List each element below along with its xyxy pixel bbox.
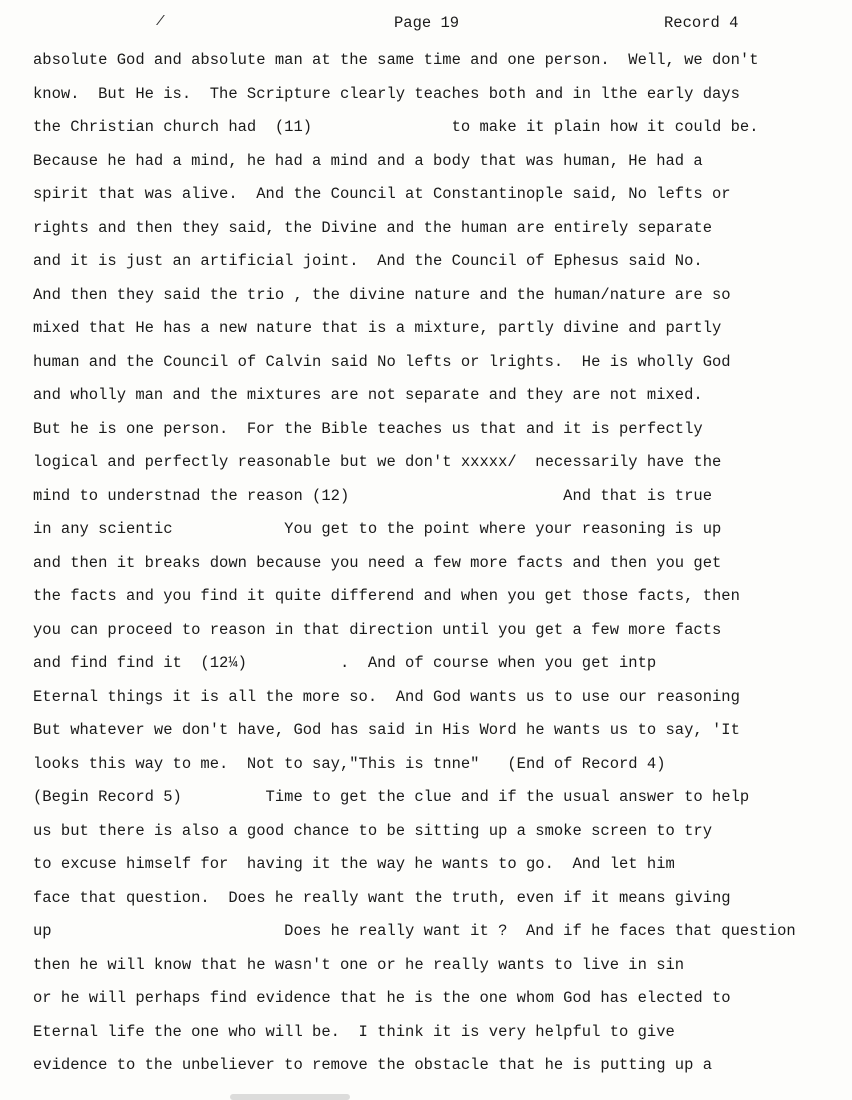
scan-smudge (230, 1094, 350, 1100)
text-line: human and the Council of Calvin said No lefts or lrights. He is wholly God (33, 352, 731, 371)
text-line: spirit that was alive. And the Council at Constantinople said, No lefts or (33, 185, 731, 203)
text-line: the facts and you find it quite differend and when you get those facts, then (33, 587, 740, 605)
text-line: And then they said the trio , the divine nature and the human/nature are so (33, 285, 731, 304)
text-line: Eternal things it is all the more so. And God wants us to use our reasoning (33, 687, 740, 706)
text-line: evidence to the unbeliever to remove the obstacle that he is putting up a (33, 1056, 713, 1074)
text-line: mixed that He has a new nature that is a mixture, partly divine and partly (33, 319, 722, 337)
text-line: rights and then they said, the Divine and the human are entirely separate (33, 218, 713, 237)
text-line: Because he had a mind, he had a mind and a body that was human, He had a (33, 151, 703, 170)
text-line: up Does he really want it ? And if he faces that question (33, 922, 796, 940)
text-line: and wholly man and the mixtures are not separate and they are not mixed. (33, 386, 703, 404)
text-line: and it is just an artificial joint. And the Council of Ephesus said No. (33, 252, 703, 270)
text-line: But he is one person. For the Bible teaches us that and it is perfectly (33, 419, 703, 438)
text-line: absolute God and absolute man at the same time and one person. Well, we don't (33, 51, 759, 69)
text-line: then he will know that he wasn't one or he really wants to live in sin (33, 955, 685, 974)
text-line: (Begin Record 5) Time to get the clue and if the usual answer to help (33, 788, 750, 806)
text-line: looks this way to me. Not to say,"This is tnne" (End of Record 4) (33, 754, 666, 773)
text-line: in any scientic You get to the point where your reasoning is up (33, 520, 722, 538)
text-line: face that question. Does he really want the truth, even if it means giving (33, 888, 731, 907)
text-line: to excuse himself for having it the way he wants to go. And let him (33, 855, 675, 873)
text-line: know. But He is. The Scripture clearly teaches both and in lthe early days (33, 84, 740, 103)
text-line: the Christian church had (11) to make it plain how it could be. (33, 118, 759, 136)
record-label: Record 4 (664, 14, 739, 32)
text-line: and find find it (12¼) . And of course when you get intp (33, 654, 657, 672)
text-line: us but there is also a good chance to be sitting up a smoke screen to try (33, 821, 713, 840)
margin-mark: / (156, 14, 165, 30)
text-line: and then it breaks down because you need a few more facts and then you get (33, 553, 722, 572)
text-line: you can proceed to reason in that direction until you get a few more facts (33, 620, 722, 639)
text-line: But whatever we don't have, God has said in His Word he wants us to say, 'It (33, 721, 740, 739)
text-line: mind to understnad the reason (12) And that is true (33, 486, 713, 505)
text-line: or he will perhaps find evidence that he is the one whom God has elected to (33, 989, 731, 1007)
transcript-body (33, 48, 833, 1087)
page-number: Page 19 (394, 14, 460, 32)
text-line: Eternal life the one who will be. I think it is very helpful to give (33, 1022, 675, 1041)
text-line: logical and perfectly reasonable but we don't xxxxx/ necessarily have the (33, 453, 722, 471)
